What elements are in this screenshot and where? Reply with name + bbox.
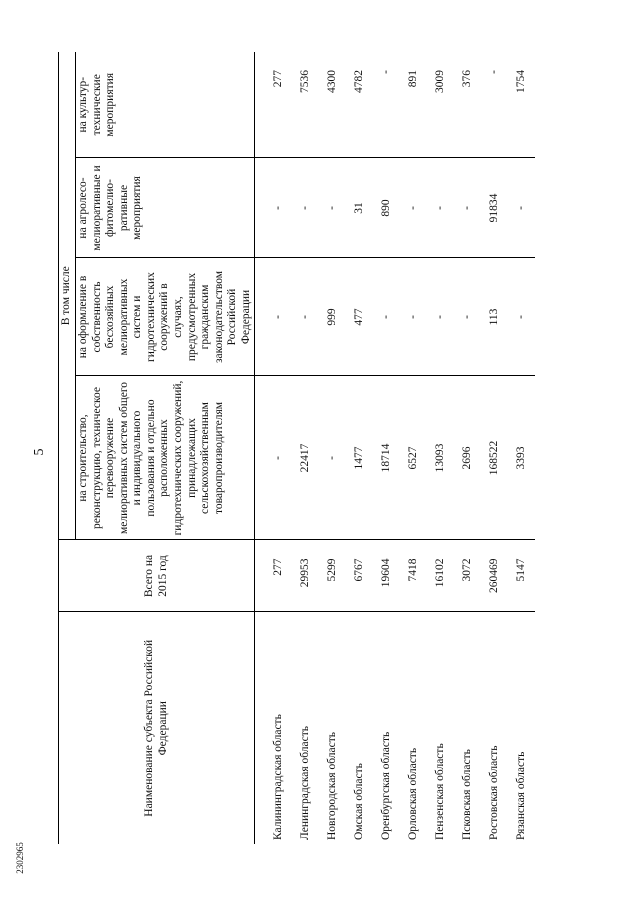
table-body <box>255 52 536 844</box>
cultural-technical-cell: 4300 <box>319 52 346 158</box>
table-row <box>319 52 346 844</box>
ownership-cell: - <box>265 258 292 376</box>
cultural-technical-cell: - <box>481 52 508 158</box>
table-row <box>346 52 373 844</box>
total-cell: 16102 <box>427 540 454 612</box>
construction-cell: 168522 <box>481 376 508 540</box>
total-cell: 29953 <box>292 540 319 612</box>
cultural-technical-cell: - <box>373 52 400 158</box>
agroforest-cell: - <box>292 158 319 258</box>
table-row <box>454 52 481 844</box>
ownership-cell: - <box>427 258 454 376</box>
region-name-cell: Омская область <box>353 763 366 840</box>
agroforest-cell: 31 <box>346 158 373 258</box>
region-name-cell: Рязанская область <box>515 751 528 840</box>
funding-table <box>58 52 535 844</box>
cultural-technical-cell: 891 <box>400 52 427 158</box>
table-row <box>427 52 454 844</box>
ownership-cell: - <box>292 258 319 376</box>
header-subject-name: Наименование субъекта Российской Федерации <box>59 612 255 844</box>
page-number: 5 <box>32 448 47 456</box>
cultural-technical-cell: 4782 <box>346 52 373 158</box>
construction-cell: 2696 <box>454 376 481 540</box>
header-agroforest-measures: на агролесо-мелиоративные и фитомелио-ративные мероприятия <box>76 158 255 258</box>
header-ownership-registration: на оформление в собственность бесхозяйных мелиоративных систем и гидротехнических сооружений в случаях, предусмотренных гражданским законодательством Российской Федерации <box>76 258 255 376</box>
region-name-cell: Оренбургская область <box>380 731 393 840</box>
header-construction: на строительство, реконструкцию, техническое перевооружение мелиоративных систем общего и индивидуального пользования и отдельно расположенных гидротехнических сооружений, принадлежащих сельскохозяйственным товаропроизводителям <box>76 376 255 540</box>
total-cell: 3072 <box>454 540 481 612</box>
total-cell: 5299 <box>319 540 346 612</box>
total-cell: 5147 <box>508 540 535 612</box>
construction-cell: 6527 <box>400 376 427 540</box>
construction-cell: - <box>319 376 346 540</box>
region-name-cell: Калининградская область <box>272 714 285 840</box>
construction-cell: - <box>265 376 292 540</box>
region-name-cell: Псковская область <box>461 749 474 840</box>
region-name-cell: Ленинградская область <box>299 725 312 840</box>
region-name-cell: Новгородская область <box>326 731 339 840</box>
construction-cell: 1477 <box>346 376 373 540</box>
cultural-technical-cell: 3009 <box>427 52 454 158</box>
cultural-technical-cell: 7536 <box>292 52 319 158</box>
agroforest-cell: - <box>265 158 292 258</box>
construction-cell: 13093 <box>427 376 454 540</box>
header-total-2015: Всего на 2015 год <box>59 540 255 612</box>
ownership-cell: 477 <box>346 258 373 376</box>
agroforest-cell: - <box>508 158 535 258</box>
construction-cell: 22417 <box>292 376 319 540</box>
construction-cell: 18714 <box>373 376 400 540</box>
region-name-cell: Орловская область <box>407 747 420 840</box>
table-row <box>400 52 427 844</box>
footer-code: 2302965 <box>15 842 25 874</box>
table-row <box>265 52 292 844</box>
table-row <box>292 52 319 844</box>
agroforest-cell: - <box>400 158 427 258</box>
header-group-including: В том числе <box>59 52 76 540</box>
region-name-cell: Пензенская область <box>434 743 447 840</box>
total-cell: 277 <box>265 540 292 612</box>
spacer-row <box>255 52 266 844</box>
construction-cell: 3393 <box>508 376 535 540</box>
header-cultural-technical-measures: на культур-технические мероприятия <box>76 52 255 158</box>
agroforest-cell: 890 <box>373 158 400 258</box>
total-cell: 19604 <box>373 540 400 612</box>
table-row <box>481 52 508 844</box>
rotated-table-container <box>58 52 624 844</box>
cultural-technical-cell: 1754 <box>508 52 535 158</box>
agroforest-cell: - <box>427 158 454 258</box>
ownership-cell: - <box>373 258 400 376</box>
table-region <box>58 52 624 844</box>
agroforest-cell: 91834 <box>481 158 508 258</box>
total-cell: 260469 <box>481 540 508 612</box>
ownership-cell: 113 <box>481 258 508 376</box>
agroforest-cell: - <box>319 158 346 258</box>
ownership-cell: - <box>454 258 481 376</box>
total-cell: 6767 <box>346 540 373 612</box>
table-row <box>508 52 535 844</box>
cultural-technical-cell: 376 <box>454 52 481 158</box>
cultural-technical-cell: 277 <box>265 52 292 158</box>
table-row <box>373 52 400 844</box>
agroforest-cell: - <box>454 158 481 258</box>
ownership-cell: - <box>400 258 427 376</box>
ownership-cell: - <box>508 258 535 376</box>
region-name-cell: Ростовская область <box>488 745 501 840</box>
ownership-cell: 999 <box>319 258 346 376</box>
total-cell: 7418 <box>400 540 427 612</box>
